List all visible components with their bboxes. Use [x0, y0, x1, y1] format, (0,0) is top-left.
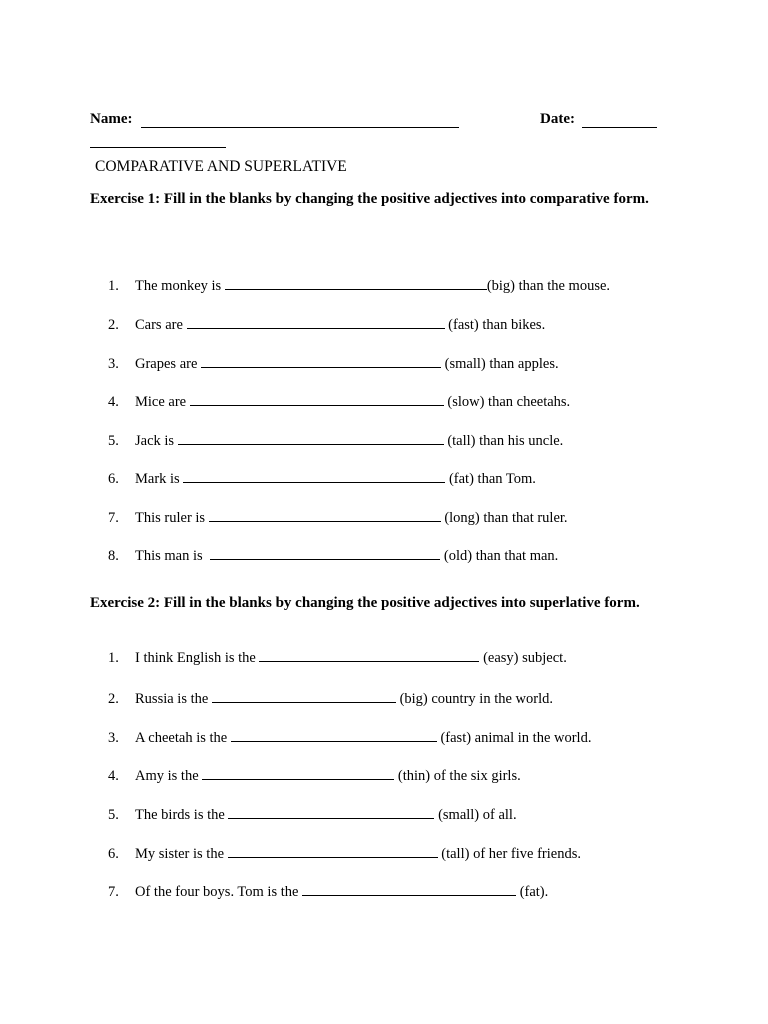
exercise-1-item: [108, 545, 558, 563]
answer-blank[interactable]: [302, 881, 516, 896]
exercise-2-instruction: Exercise 2: Fill in the blanks by changing the positive adjectives into superlative form.: [90, 595, 640, 611]
item-text-before: My sister is the: [135, 846, 228, 862]
item-number: 1.: [108, 278, 119, 294]
worksheet-title: COMPARATIVE AND SUPERLATIVE: [95, 158, 347, 175]
date-label: Date:: [540, 111, 575, 127]
answer-blank[interactable]: [228, 843, 438, 858]
item-text-after: (fat) than Tom.: [445, 471, 536, 487]
item-text-before: I think English is the: [135, 650, 260, 666]
answer-blank[interactable]: [202, 765, 394, 780]
item-text-before: This ruler is: [135, 510, 209, 526]
answer-blank[interactable]: [210, 545, 440, 560]
item-text-after: (fast) than bikes.: [444, 317, 546, 333]
item-number: 3.: [108, 730, 119, 746]
item-text-before: Mice are: [135, 394, 190, 410]
item-text-after: (old) than that man.: [440, 548, 559, 564]
answer-blank[interactable]: [212, 688, 396, 703]
answer-blank[interactable]: [183, 468, 445, 483]
item-number: 7.: [108, 884, 119, 900]
answer-blank[interactable]: [228, 804, 434, 819]
item-number: 3.: [108, 356, 119, 372]
item-number: 6.: [108, 471, 119, 487]
item-text-after: (small) than apples.: [441, 356, 559, 372]
name-field[interactable]: [141, 127, 459, 128]
item-text-after: (thin) of the six girls.: [394, 768, 521, 784]
answer-blank[interactable]: [190, 391, 444, 406]
answer-blank[interactable]: [231, 727, 437, 742]
item-number: 5.: [108, 807, 119, 823]
item-text-after: (easy) subject.: [479, 650, 567, 666]
answer-blank[interactable]: [209, 507, 441, 522]
answer-blank[interactable]: [259, 647, 479, 662]
item-number: 2.: [108, 691, 119, 707]
item-text-before: The birds is the: [135, 807, 229, 823]
name-label: Name:: [90, 111, 133, 127]
exercise-1-item: [108, 314, 545, 332]
answer-blank[interactable]: [225, 275, 487, 290]
item-text-after: (tall) than his uncle.: [443, 433, 564, 449]
item-text-before: Jack is: [135, 433, 178, 449]
answer-blank[interactable]: [178, 430, 444, 445]
answer-blank[interactable]: [187, 314, 445, 329]
item-text-before: Of the four boys. Tom is the: [135, 884, 303, 900]
exercise-1-item: [108, 391, 570, 409]
exercise-1-item: [108, 353, 559, 371]
exercise-2-item: [108, 727, 591, 745]
item-text-after: (big) country in the world.: [395, 691, 553, 707]
item-number: 5.: [108, 433, 119, 449]
item-text-before: The monkey is: [135, 278, 225, 294]
exercise-2-item: [108, 765, 521, 783]
item-number: 1.: [108, 650, 119, 666]
item-text-after: (fast) animal in the world.: [436, 730, 592, 746]
exercise-2-item: [108, 843, 581, 861]
item-text-before: This man is: [135, 548, 207, 564]
item-text-after: (big) than the mouse.: [486, 278, 611, 294]
date-field[interactable]: [582, 127, 657, 128]
exercise-1-instruction: Exercise 1: Fill in the blanks by changing the positive adjectives into comparative form.: [90, 191, 649, 207]
answer-blank[interactable]: [201, 353, 441, 368]
exercise-2-item: [108, 804, 517, 822]
item-text-before: Cars are: [135, 317, 187, 333]
item-text-after: (small) of all.: [434, 807, 517, 823]
item-number: 7.: [108, 510, 119, 526]
exercise-1-item: [108, 507, 568, 525]
item-number: 6.: [108, 846, 119, 862]
exercise-1-item: [108, 275, 610, 293]
item-text-after: (tall) of her five friends.: [437, 846, 581, 862]
date-field-continuation[interactable]: [90, 147, 226, 148]
exercise-2-item: [108, 647, 567, 665]
exercise-2-item: [108, 881, 548, 899]
item-text-after: (long) than that ruler.: [440, 510, 568, 526]
item-text-after: (fat).: [516, 884, 549, 900]
item-number: 2.: [108, 317, 119, 333]
item-text-before: Mark is: [135, 471, 184, 487]
item-text-before: Amy is the: [135, 768, 203, 784]
item-number: 8.: [108, 548, 119, 564]
item-text-before: Russia is the: [135, 691, 212, 707]
exercise-2-item: [108, 688, 553, 706]
item-number: 4.: [108, 394, 119, 410]
item-number: 4.: [108, 768, 119, 784]
item-text-before: A cheetah is the: [135, 730, 231, 746]
exercise-1-item: [108, 430, 563, 448]
item-text-before: Grapes are: [135, 356, 202, 372]
exercise-1-item: [108, 468, 536, 486]
item-text-after: (slow) than cheetahs.: [443, 394, 571, 410]
